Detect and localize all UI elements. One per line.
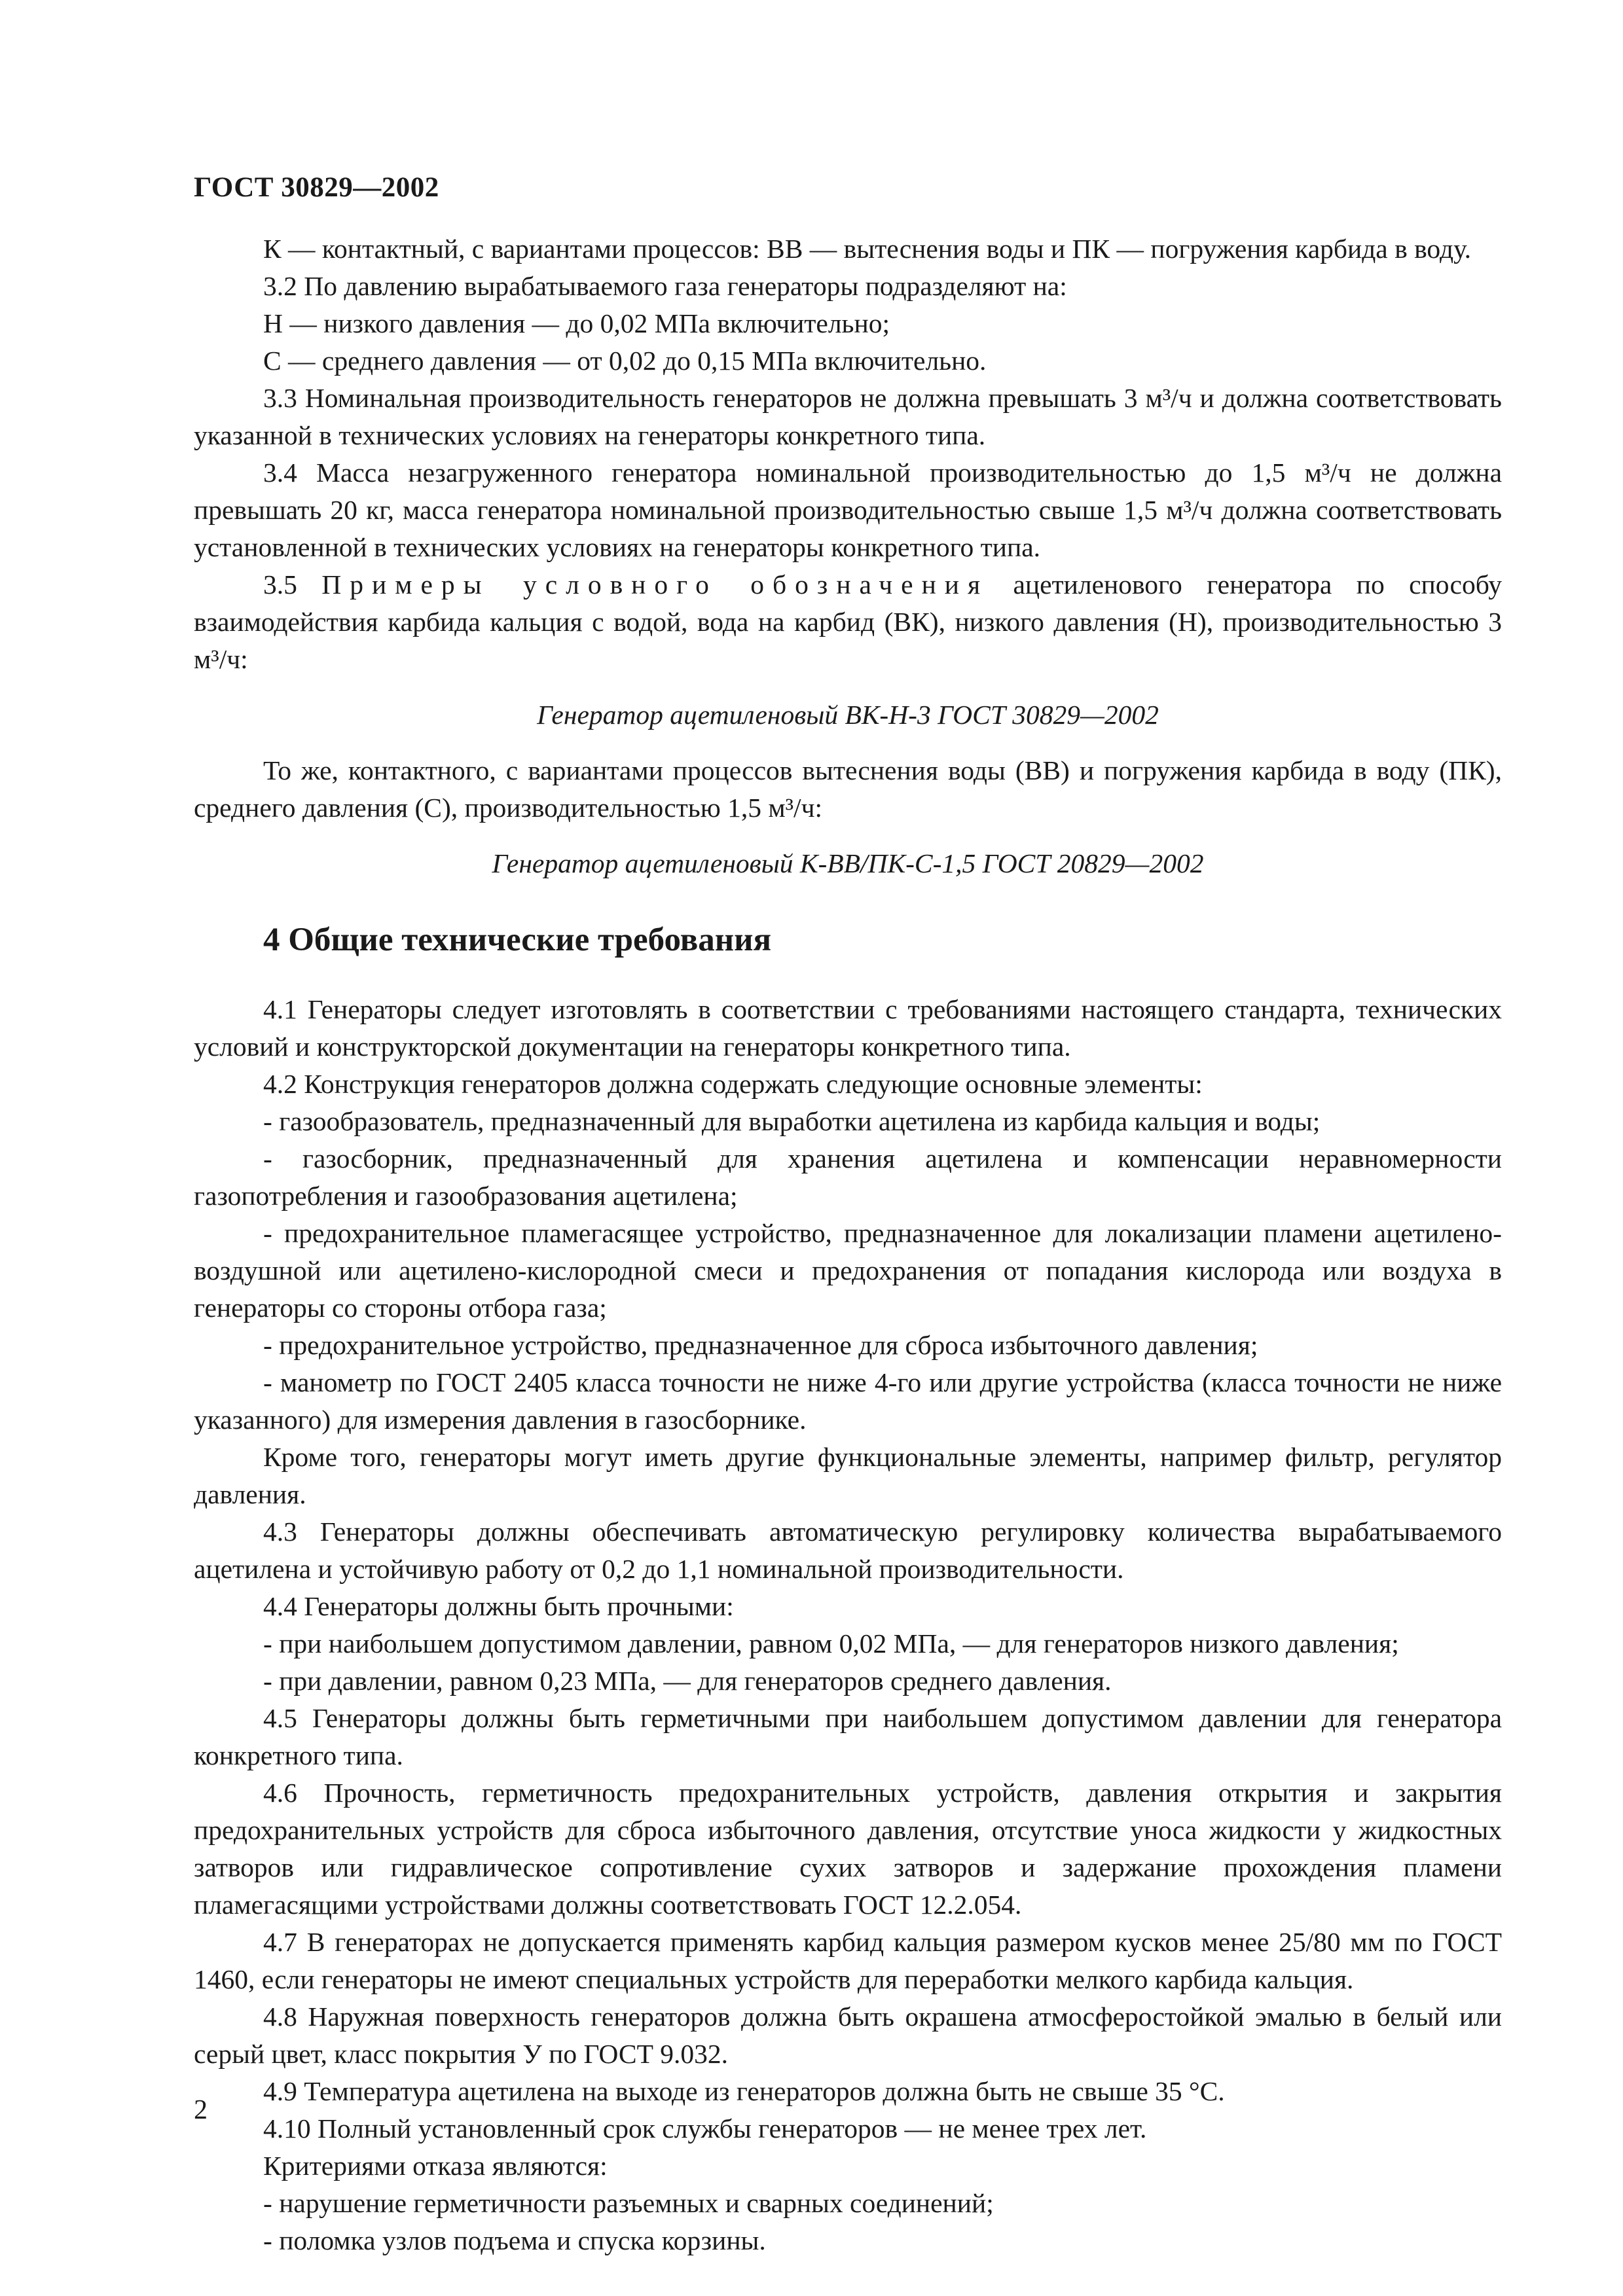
item-number: 3.5 bbox=[263, 569, 297, 600]
list-item: - манометр по ГОСТ 2405 класса точности не ниже 4-го или другие устройства (класса точности не ниже указанного) для измерения давления в газосборнике. bbox=[194, 1367, 1502, 1435]
paragraph: 4.7 В генераторах не допускается применять карбид кальция размером кусков менее 25/80 мм по ГОСТ 1460, если генераторы не имеют специальных устройств для переработки мелкого карбида кальция. bbox=[194, 1927, 1502, 1994]
list-item: - предохранительное устройство, предназначенное для сброса избыточного давления; bbox=[263, 1330, 1258, 1360]
designation-example: Генератор ацетиленовый К-ВВ/ПК-С-1,5 ГОСТ 20829—2002 bbox=[492, 848, 1204, 878]
paragraph: 3.2 По давлению вырабатываемого газа генераторы подразделяют на: bbox=[263, 271, 1067, 301]
paragraph: С — среднего давления — от 0,02 до 0,15 МПа включительно. bbox=[263, 346, 987, 376]
paragraph: 4.3 Генераторы должны обеспечивать автоматическую регулировку количества вырабатываемого ацетилена и устойчивую работу от 0,2 до 1,1 номинальной производительности. bbox=[194, 1516, 1502, 1584]
paragraph: 4.4 Генераторы должны быть прочными: bbox=[263, 1591, 734, 1621]
paragraph: Кроме того, генераторы могут иметь другие функциональные элементы, например фильтр, регулятор давления. bbox=[194, 1442, 1502, 1509]
list-item: - газообразователь, предназначенный для выработки ацетилена из карбида кальция и воды; bbox=[263, 1106, 1321, 1136]
list-item: - газосборник, предназначенный для хранения ацетилена и компенсации неравномерности газопотребления и газообразования ацетилена; bbox=[194, 1143, 1502, 1211]
list-item: - нарушение герметичности разъемных и сварных соединений; bbox=[263, 2188, 994, 2218]
paragraph: Критериями отказа являются: bbox=[263, 2151, 608, 2181]
document-header: ГОСТ 30829—2002 bbox=[194, 172, 439, 203]
paragraph: 4.10 Полный установленный срок службы генераторов — не менее трех лет. bbox=[263, 2113, 1147, 2144]
paragraph: 4.9 Температура ацетилена на выходе из генераторов должна быть не свыше 35 °С. bbox=[263, 2076, 1225, 2106]
list-item: - предохранительное пламегасящее устройство, предназначенное для локализации пламени ацетилено-воздушной или ацетилено-кислородной смеси и предохранения от попадания кислорода или воздуха в генераторы со стороны отбора газа; bbox=[194, 1218, 1502, 1323]
spaced-term: Примеры условного обозначения bbox=[321, 569, 989, 600]
list-item: - при наибольшем допустимом давлении, равном 0,02 МПа, — для генераторов низкого давления; bbox=[263, 1628, 1399, 1659]
paragraph-examples bbox=[194, 566, 1502, 678]
list-item: - при давлении, равном 0,23 МПа, — для генераторов среднего давления. bbox=[263, 1666, 1112, 1696]
section-title: 4 Общие технические требования bbox=[263, 922, 772, 958]
paragraph: 3.3 Номинальная производительность генераторов не должна превышать 3 м³/ч и должна соответствовать указанной в технических условиях на генераторы конкретного типа. bbox=[194, 383, 1502, 450]
paragraph-text: ацетиленового генератора по способу взаимодействия карбида кальция с водой, вода на карбид (ВК), низкого давления (Н), производительностью 3 м³/ч: bbox=[194, 569, 1502, 674]
document-body bbox=[194, 230, 1502, 2259]
paragraph: 3.4 Масса незагруженного генератора номинальной производительностью до 1,5 м³/ч не должна превышать 20 кг, масса генератора номинальной производительностью свыше 1,5 м³/ч должна соответствовать установленной в технических условиях на генераторы конкретного типа. bbox=[194, 457, 1502, 562]
page-number: 2 bbox=[194, 2095, 208, 2125]
paragraph: 4.5 Генераторы должны быть герметичными при наибольшем допустимом давлении для генератора конкретного типа. bbox=[194, 1703, 1502, 1770]
designation-example: Генератор ацетиленовый ВК-Н-3 ГОСТ 30829—2002 bbox=[537, 700, 1159, 730]
paragraph: То же, контактного, с вариантами процессов вытеснения воды (ВВ) и погружения карбида в воду (ПК), среднего давления (С), производительностью 1,5 м³/ч: bbox=[194, 755, 1502, 823]
paragraph: 4.6 Прочность, герметичность предохранительных устройств, давления открытия и закрытия предохранительных устройств для сброса избыточного давления, отсутствие уноса жидкости у жидкостных затворов или гидравлическое сопротивление сухих затворов и задержание прохождения пламени пламегасящими устройствами должны соответствовать ГОСТ 12.2.054. bbox=[194, 1778, 1502, 1920]
paragraph: 4.2 Конструкция генераторов должна содержать следующие основные элементы: bbox=[263, 1069, 1203, 1099]
paragraph: Н — низкого давления — до 0,02 МПа включительно; bbox=[263, 308, 890, 338]
paragraph: 4.1 Генераторы следует изготовлять в соответствии с требованиями настоящего стандарта, технических условий и конструкторской документации на генераторы конкретного типа. bbox=[194, 994, 1502, 1062]
list-item: - поломка узлов подъема и спуска корзины. bbox=[263, 2225, 766, 2255]
paragraph: К — контактный, с вариантами процессов: ВВ — вытеснения воды и ПК — погружения карбида в воду. bbox=[263, 234, 1472, 264]
paragraph: 4.8 Наружная поверхность генераторов должна быть окрашена атмосферостойкой эмалью в белый или серый цвет, класс покрытия У по ГОСТ 9.032. bbox=[194, 2001, 1502, 2069]
